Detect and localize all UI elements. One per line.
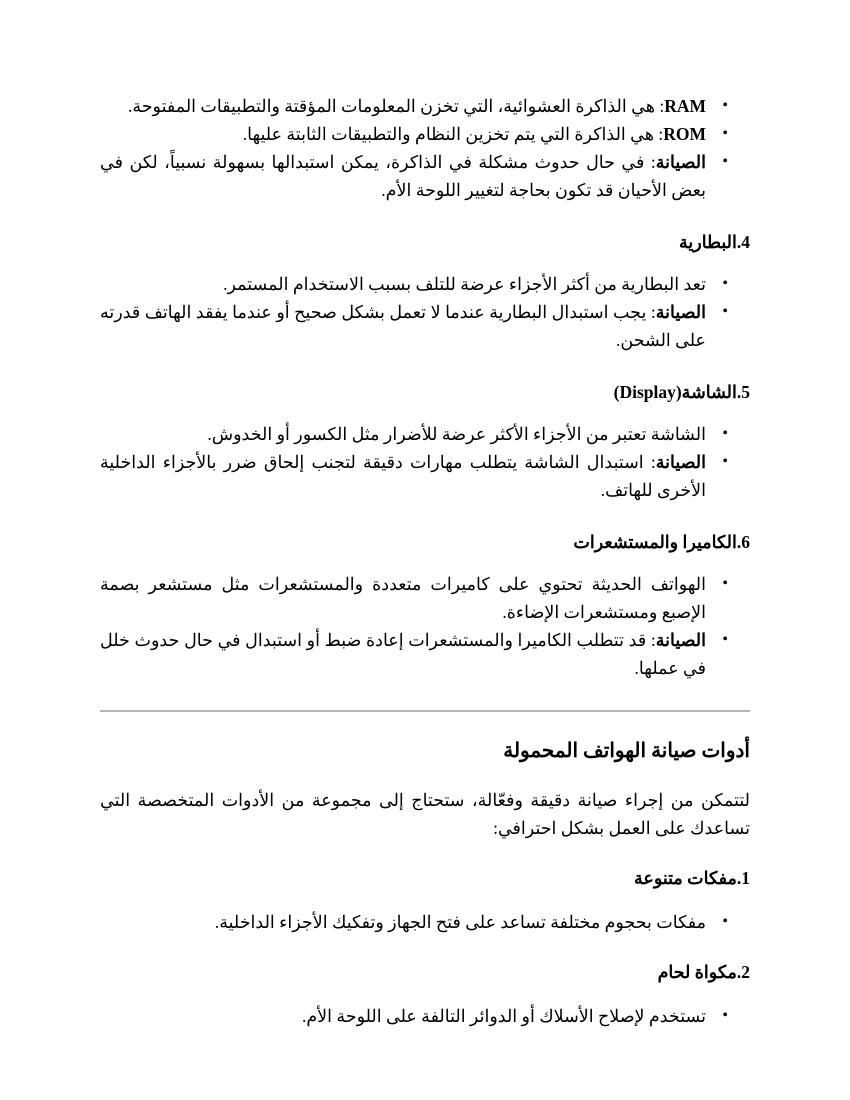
item-separator: : bbox=[654, 96, 665, 116]
camera-heading: 6.الكاميرا والمستشعرات bbox=[573, 532, 750, 552]
list-item bbox=[100, 1002, 750, 1030]
display-list bbox=[100, 420, 750, 504]
item-term: الصيانة bbox=[655, 302, 707, 322]
tools-intro: لتتمكن من إجراء صيانة دقيقة وفعّالة، ستحتاج إلى مجموعة من الأدوات المتخصصة التي تساعدك على العمل بشكل احترافي: bbox=[100, 790, 750, 838]
list-item bbox=[100, 92, 750, 120]
bullet-icon: • bbox=[722, 125, 728, 142]
item-separator: : bbox=[643, 452, 656, 472]
item-text: مفكات بحجوم مختلفة تساعد على فتح الجهاز وتفكيك الأجزاء الداخلية. bbox=[214, 912, 706, 932]
list-item bbox=[100, 298, 750, 354]
soldering-iron-list bbox=[100, 1002, 750, 1030]
battery-list bbox=[100, 270, 750, 354]
bullet-icon: • bbox=[722, 275, 728, 292]
bullet-icon: • bbox=[722, 631, 728, 648]
item-text: استبدال الشاشة يتطلب مهارات دقيقة لتجنب إلحاق ضرر بالأجزاء الداخلية الأخرى للهاتف. bbox=[100, 452, 706, 500]
item-text: في حال حدوث مشكلة في الذاكرة، يمكن استبدالها بسهولة نسبياً، لكن في بعض الأحيان قد تكون بحاجة لتغيير اللوحة الأم. bbox=[100, 152, 706, 200]
item-term: ROM bbox=[663, 124, 706, 144]
bullet-icon: • bbox=[722, 153, 728, 170]
item-text: تعد البطارية من أكثر الأجزاء عرضة للتلف بسبب الاستخدام المستمر. bbox=[223, 274, 706, 294]
soldering-iron-heading: 2.مكواة لحام bbox=[657, 962, 750, 982]
list-item bbox=[100, 120, 750, 148]
list-item bbox=[100, 420, 750, 448]
item-separator: : bbox=[653, 124, 664, 144]
bullet-icon: • bbox=[722, 913, 728, 930]
list-item bbox=[100, 908, 750, 936]
item-separator: : bbox=[646, 630, 656, 650]
battery-heading: 4.البطارية bbox=[679, 232, 750, 252]
item-text: يجب استبدال البطارية عندما لا تعمل بشكل صحيح أو عندما يفقد الهاتف قدرته على الشحن. bbox=[100, 302, 706, 350]
list-item bbox=[100, 570, 750, 626]
tools-title: أدوات صيانة الهواتف المحمولة bbox=[503, 740, 750, 762]
item-separator: : bbox=[644, 152, 656, 172]
item-term: الصيانة bbox=[655, 452, 706, 472]
item-text: تستخدم لإصلاح الأسلاك أو الدوائر التالفة على اللوحة الأم. bbox=[301, 1006, 706, 1026]
item-text: الهواتف الحديثة تحتوي على كاميرات متعددة والمستشعرات مثل مستشعر بصمة الإصبع ومستشعرات الإضاءة. bbox=[100, 574, 706, 622]
item-term: الصيانة bbox=[655, 152, 706, 172]
screwdrivers-list bbox=[100, 908, 750, 936]
item-text: الشاشة تعتبر من الأجزاء الأكثر عرضة للأضرار مثل الكسور أو الخدوش. bbox=[207, 424, 706, 444]
display-heading: 5.الشاشة(Display) bbox=[613, 382, 750, 402]
screwdrivers-heading: 1.مفكات متنوعة bbox=[634, 868, 750, 888]
list-item bbox=[100, 448, 750, 504]
item-term: RAM bbox=[664, 96, 706, 116]
item-text: هي الذاكرة التي يتم تخزين النظام والتطبيقات الثابتة عليها. bbox=[242, 124, 654, 144]
item-text: هي الذاكرة العشوائية، التي تخزن المعلومات المؤقتة والتطبيقات المفتوحة. bbox=[127, 96, 655, 116]
document-page bbox=[100, 92, 750, 1030]
list-item bbox=[100, 148, 750, 204]
bullet-icon: • bbox=[722, 575, 728, 592]
list-item bbox=[100, 626, 750, 682]
bullet-icon: • bbox=[722, 425, 728, 442]
bullet-icon: • bbox=[722, 453, 728, 470]
bullet-icon: • bbox=[722, 1007, 728, 1024]
item-separator: : bbox=[646, 302, 656, 322]
item-term: الصيانة bbox=[655, 630, 706, 650]
camera-list bbox=[100, 570, 750, 682]
horizontal-divider bbox=[100, 710, 750, 712]
list-item bbox=[100, 270, 750, 298]
bullet-icon: • bbox=[722, 97, 728, 114]
item-text: قد تتطلب الكاميرا والمستشعرات إعادة ضبط أو استبدال في حال حدوث خلل في عملها. bbox=[100, 630, 706, 678]
memory-list bbox=[100, 92, 750, 204]
bullet-icon: • bbox=[722, 303, 728, 320]
